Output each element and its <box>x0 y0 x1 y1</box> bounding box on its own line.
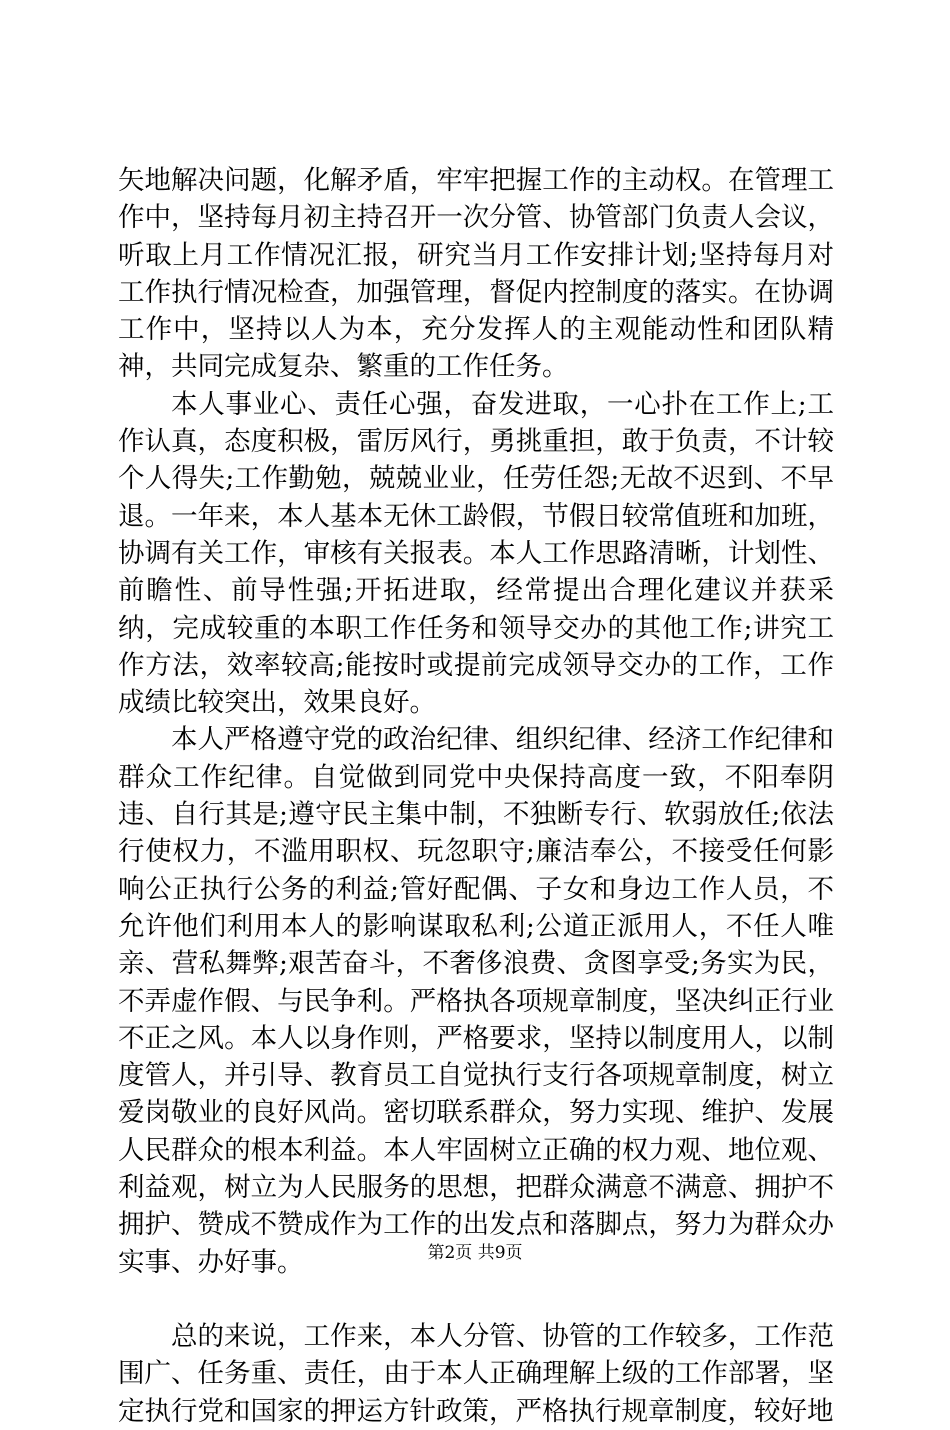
paragraph-4: 总的来说，工作来，本人分管、协管的工作较多，工作范围广、任务重、责任，由于本人正确理解上级的工作部署，坚定执行党和国家的押运方针政策，严格执行规章制度，较好地 <box>118 1320 834 1427</box>
paragraph-1: 矢地解决问题，化解矛盾，牢牢把握工作的主动权。在管理工作中，坚持每月初主持召开一次分管、协管部门负责人会议，听取上月工作情况汇报，研究当月工作安排计划;坚持每月对工作执行情况检查，加强管理，督促内控制度的落实。在协调工作中，坚持以人为本，充分发挥人的主观能动性和团队精神，共同完成复杂、繁重的工作任务。 <box>118 165 834 383</box>
paragraph-3: 本人严格遵守党的政治纪律、组织纪律、经济工作纪律和群众工作纪律。自觉做到同党中央保持高度一致，不阳奉阴违、自行其是;遵守民主集中制，不独断专行、软弱放任;依法行使权力，不滥用职权、玩忽职守;廉洁奉公，不接受任何影响公正执行公务的利益;管好配偶、子女和身边工作人员，不允许他们利用本人的影响谋取私利;公道正派用人，不任人唯亲、营私舞弊;艰苦奋斗，不奢侈浪费、贪图享受;务实为民，不弄虚作假、与民争利。严格执各项规章制度，坚决纠正行业不正之风。本人以身作则，严格要求，坚持以制度用人，以制度管人，并引导、教育员工自觉执行支行各项规章制度，树立爱岗敬业的良好风尚。密切联系群众，努力实现、维护、发展人民群众的根本利益。本人牢固树立正确的权力观、地位观、利益观，树立为人民服务的思想，把群众满意不满意、拥护不拥护、赞成不赞成作为工作的出发点和落脚点，努力为群众办实事、办好事。 <box>118 724 834 1278</box>
paragraph-2: 本人事业心、责任心强，奋发进取，一心扑在工作上;工作认真，态度积极，雷厉风行，勇挑重担，敢于负责，不计较个人得失;工作勤勉，兢兢业业，任劳任怨;无故不迟到、不早退。一年来，本人基本无休工龄假，节假日较常值班和加班，协调有关工作，审核有关报表。本人工作思路清晰，计划性、前瞻性、前导性强;开拓进取，经常提出合理化建议并获采纳，完成较重的本职工作任务和领导交办的其他工作;讲究工作方法，效率较高;能按时或提前完成领导交办的工作，工作成绩比较突出，效果良好。 <box>118 388 834 719</box>
document-body <box>118 162 834 1430</box>
page-footer: 第2页 共9页 <box>427 1243 523 1263</box>
